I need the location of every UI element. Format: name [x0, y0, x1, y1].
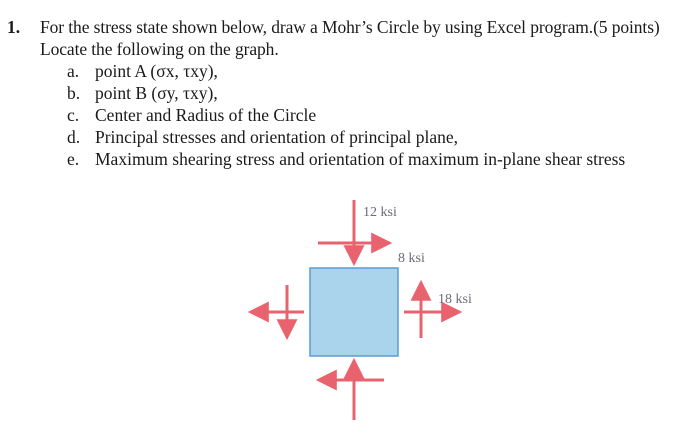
- list-item-letter: a.: [67, 61, 80, 81]
- list-item-letter: b.: [67, 83, 81, 103]
- list-item-text: point B (σy, τxy),: [95, 83, 218, 103]
- problem-statement-line1: For the stress state shown below, draw a Mohr’s Circle by using Excel program.(5 points): [40, 17, 660, 37]
- problem-statement-line2: Locate the following on the graph.: [40, 39, 279, 59]
- problem-number: 1.: [7, 17, 21, 37]
- list-item-letter: e.: [67, 149, 80, 169]
- list-item-text: Maximum shearing stress and orientation of maximum in-plane shear stress: [95, 149, 626, 169]
- list-item-letter: c.: [67, 105, 80, 125]
- list-item-text: Center and Radius of the Circle: [95, 105, 317, 125]
- list-item-text: point A (σx, τxy),: [95, 61, 218, 81]
- list-item-letter: d.: [67, 127, 81, 147]
- stress-element-square: [310, 268, 398, 356]
- shear-stress-label: 8 ksi: [398, 251, 425, 266]
- list-item-text: Principal stresses and orientation of principal plane,: [95, 127, 459, 147]
- right-stress-label: 18 ksi: [438, 292, 472, 307]
- top-stress-label: 12 ksi: [363, 205, 397, 220]
